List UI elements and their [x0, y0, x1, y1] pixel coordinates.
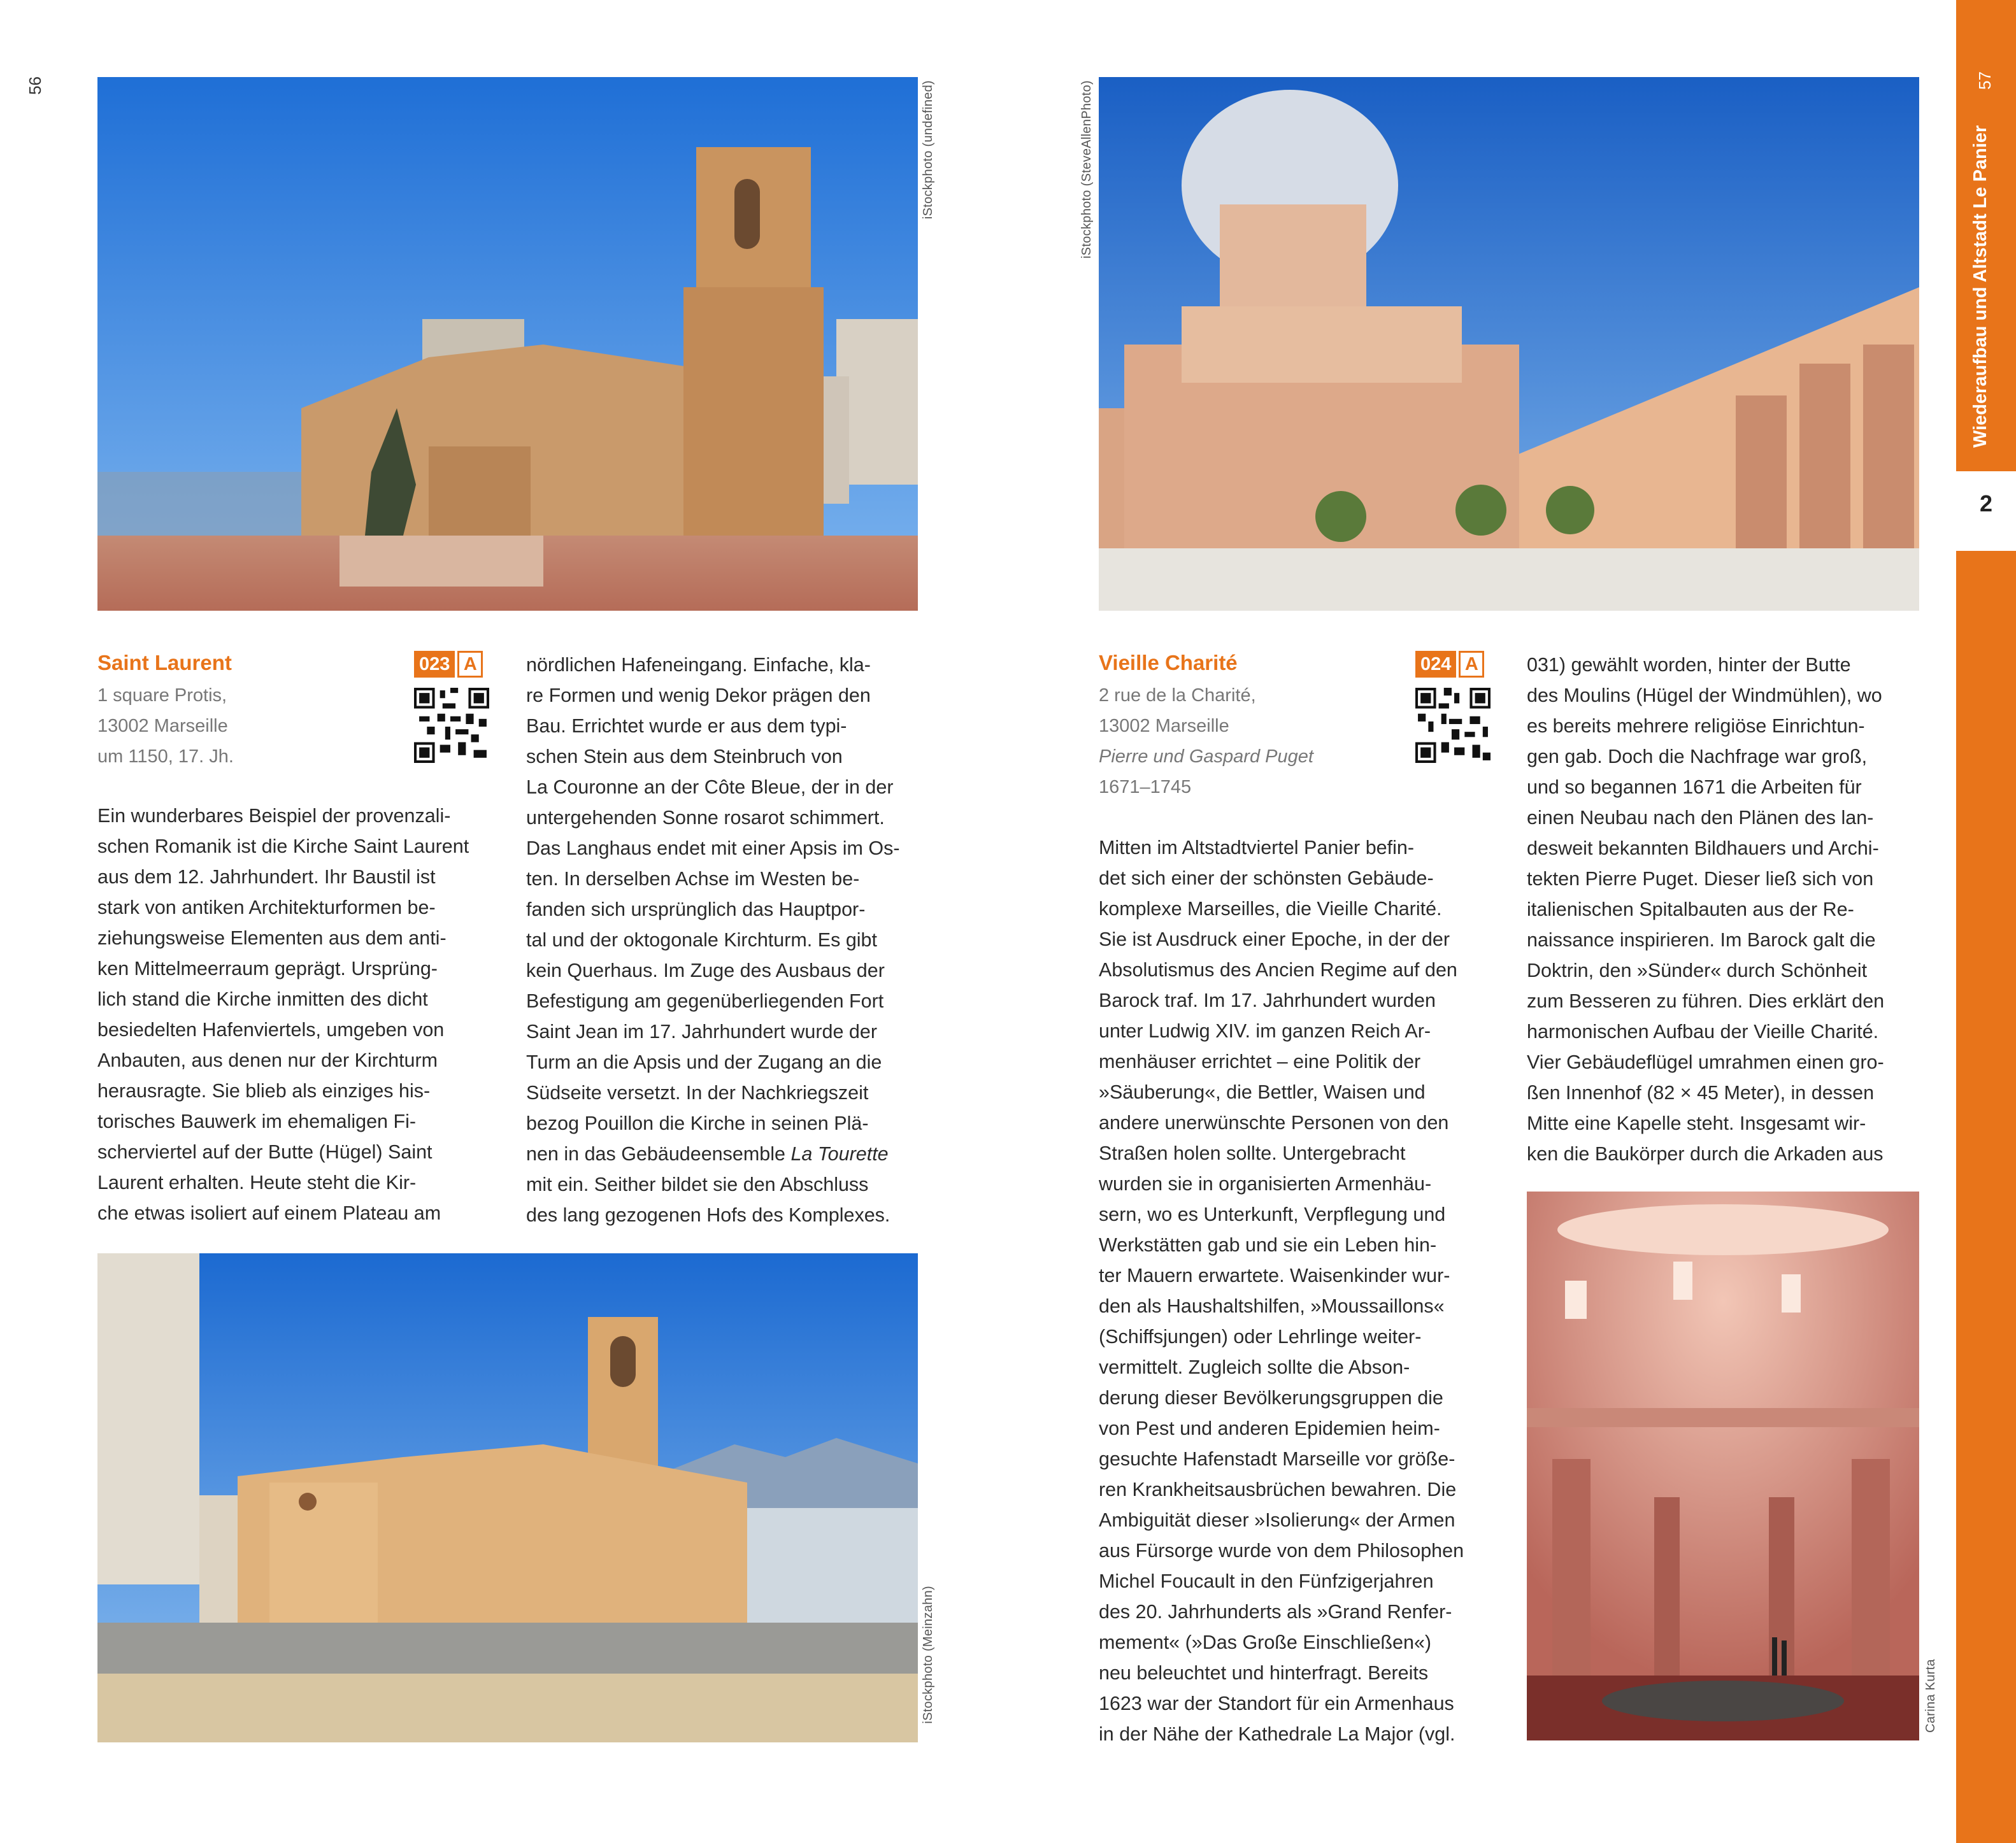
- text-line: 1623 war der Standort für ein Armenhaus: [1099, 1693, 1454, 1714]
- text-line: Bau. Errichtet wurde er aus dem typi-: [526, 715, 847, 737]
- text-line: scherviertel auf der Butte (Hügel) Saint: [97, 1141, 433, 1163]
- entry-badge: [1415, 651, 1484, 678]
- text-line: ten. In derselben Achse im Westen be-: [526, 868, 860, 890]
- entry-number: 024: [1415, 651, 1456, 678]
- text-line: (Schiffsjungen) oder Lehrlinge weiter-: [1099, 1326, 1422, 1348]
- text-line: ter Mauern erwartete. Waisenkinder wur-: [1099, 1265, 1450, 1286]
- text-line: des Moulins (Hügel der Windmühlen), wo: [1527, 685, 1882, 706]
- entry-date: 1671–1745: [1099, 777, 1192, 797]
- text-line: unter Ludwig XIV. im ganzen Reich Ar-: [1099, 1020, 1431, 1042]
- entry-address-line2: 13002 Marseille: [1099, 716, 1229, 736]
- page-number-right: 57: [1975, 71, 1994, 90]
- text-line: Südseite versetzt. In der Nachkriegszeit: [526, 1082, 869, 1104]
- text-line: in der Nähe der Kathedrale La Major (vgl.: [1099, 1723, 1455, 1745]
- text-line: tal und der oktogonale Kirchturm. Es gibt: [526, 929, 877, 951]
- text-line: Barock traf. Im 17. Jahrhundert wurden: [1099, 990, 1436, 1011]
- text-line: schen Stein aus dem Steinbruch von: [526, 746, 843, 767]
- text-line: det sich einer der schönsten Gebäude-: [1099, 867, 1434, 889]
- text-line: aus Fürsorge wurde von dem Philosophen: [1099, 1540, 1464, 1562]
- text-line: ßen Innenhof (82 × 45 Meter), in dessen: [1527, 1082, 1875, 1104]
- text-line: Ambiguität dieser »Isolierung« der Armen: [1099, 1509, 1455, 1531]
- text-line: »Säuberung«, die Bettler, Waisen und: [1099, 1081, 1426, 1103]
- architect-name: Pierre und Gaspard Puget: [1099, 746, 1313, 767]
- text-line: Vier Gebäudeflügel umrahmen einen gro-: [1527, 1051, 1884, 1073]
- text-line: fanden sich ursprünglich das Hauptpor-: [526, 899, 866, 920]
- page-number-left: 56: [25, 76, 45, 95]
- chapter-title: Wiederaufbau und Altstadt Le Panier: [1970, 125, 1991, 448]
- photo-chapel-interior: [1527, 1192, 1919, 1740]
- text-line: stark von antiken Architekturformen be-: [97, 897, 436, 918]
- text-line: besiedelten Hafenviertels, umgeben von: [97, 1019, 445, 1041]
- photo-saint-laurent: [97, 77, 918, 611]
- entry-date: um 1150, 17. Jh.: [97, 746, 234, 767]
- text-line: bezog Pouillon die Kirche in seinen Plä-: [526, 1113, 869, 1134]
- text-line: Sie ist Ausdruck einer Epoche, in der der: [1099, 929, 1450, 950]
- entry1-text-col1: [97, 801, 490, 1228]
- text-line: und so begannen 1671 die Arbeiten für: [1527, 776, 1862, 798]
- chapter-number: 2: [1979, 490, 1993, 516]
- text-line: schen Romanik ist die Kirche Saint Laurent: [97, 836, 469, 857]
- photo-credit: iStockphoto (undefined): [921, 80, 935, 220]
- text-line: mit ein. Seither bildet sie den Abschluss: [526, 1174, 869, 1195]
- text-line: zum Besseren zu führen. Dies erklärt den: [1527, 990, 1885, 1012]
- text-line: italienischen Spitalbauten aus der Re-: [1527, 899, 1854, 920]
- text-line: Michel Foucault in den Fünfzigerjahren: [1099, 1570, 1434, 1592]
- text-line: ken die Baukörper durch die Arkaden aus: [1527, 1143, 1884, 1165]
- text-line: La Couronne an der Côte Bleue, der in der: [526, 776, 894, 798]
- text-line: neu beleuchtet und hinterfragt. Bereits: [1099, 1662, 1429, 1684]
- text-line: harmonischen Aufbau der Vieille Charité.: [1527, 1021, 1879, 1042]
- photo-vieille-charite: [1099, 77, 1919, 611]
- text-line: gen gab. Doch die Nachfrage war groß,: [1527, 746, 1868, 767]
- text-line: desweit bekannten Bildhauers und Archi-: [1527, 837, 1879, 859]
- text-line: andere unerwünschte Personen von den: [1099, 1112, 1449, 1134]
- text-line: Befestigung am gegenüberliegenden Fort: [526, 990, 884, 1012]
- text-line: Absolutismus des Ancien Regime auf den: [1099, 959, 1457, 981]
- text-line: ziehungsweise Elementen aus dem anti-: [97, 927, 447, 949]
- photo-saint-laurent-harbour: [97, 1253, 918, 1742]
- text-line: untergehenden Sonne rosarot schimmert.: [526, 807, 885, 829]
- text-line: vermittelt. Zugleich sollte die Abson-: [1099, 1356, 1410, 1378]
- text-line: sern, wo es Unterkunft, Verpflegung und: [1099, 1204, 1446, 1225]
- entry2-text-col1: [1099, 832, 1491, 1749]
- qr-code-icon[interactable]: [414, 688, 489, 763]
- text-line: che etwas isoliert auf einem Plateau am: [97, 1202, 441, 1224]
- text-line: Mitte eine Kapelle steht. Insgesamt wir-: [1527, 1113, 1866, 1134]
- text-line: von Pest und anderen Epidemien heim-: [1099, 1418, 1440, 1439]
- text-line: Anbauten, aus denen nur der Kirchturm: [97, 1050, 438, 1071]
- entry-address-line1: 2 rue de la Charité,: [1099, 685, 1256, 706]
- entry2-text-col2: [1527, 650, 1919, 1169]
- text-line: 031) gewählt worden, hinter der Butte: [1527, 654, 1851, 676]
- text-line: nördlichen Hafeneingang. Einfache, kla-: [526, 654, 871, 676]
- text-line: Doktrin, den »Sünder« durch Schönheit: [1527, 960, 1868, 981]
- entry-meta: [97, 680, 234, 772]
- photo-credit: iStockphoto (Meinzahn): [921, 1586, 935, 1724]
- entry-architect: [1099, 741, 1313, 772]
- entry-meta: [1099, 680, 1313, 802]
- text-line: re Formen und wenig Dekor prägen den: [526, 685, 871, 706]
- italic-term: La Tourette: [790, 1143, 889, 1165]
- text-line: komplexe Marseilles, die Vieille Charité.: [1099, 898, 1442, 920]
- text-line: gesuchte Hafenstadt Marseille vor größe-: [1099, 1448, 1455, 1470]
- entry-title: Vieille Charité: [1099, 651, 1238, 674]
- text-line: ken Mittelmeerraum geprägt. Ursprüng-: [97, 958, 438, 979]
- text-line: den als Haushaltshilfen, »Moussaillons«: [1099, 1295, 1445, 1317]
- text-line: tekten Pierre Puget. Dieser ließ sich von: [1527, 868, 1874, 890]
- entry-number: 023: [414, 651, 455, 678]
- text-line: des 20. Jahrhunderts als »Grand Renfer-: [1099, 1601, 1452, 1623]
- text-line: lich stand die Kirche inmitten des dicht: [97, 988, 428, 1010]
- text-line: kein Querhaus. Im Zuge des Ausbaus der: [526, 960, 885, 981]
- text-line: torisches Bauwerk im ehemaligen Fi-: [97, 1111, 417, 1132]
- text-line: Mitten im Altstadtviertel Panier befin-: [1099, 837, 1414, 858]
- entry-letter: A: [1459, 651, 1484, 678]
- text-line: Turm an die Apsis und der Zugang an die: [526, 1051, 882, 1073]
- text-line: Saint Jean im 17. Jahrhundert wurde der: [526, 1021, 878, 1042]
- photo-credit: iStockphoto (SteveAllenPhoto): [1080, 80, 1094, 259]
- text-line: ren Krankheitsausbrüchen bewahren. Die: [1099, 1479, 1457, 1500]
- text-line: des lang gezogenen Hofs des Komplexes.: [526, 1204, 890, 1226]
- text-line: Das Langhaus endet mit einer Apsis im Os-: [526, 837, 900, 859]
- text-line: naissance inspirieren. Im Barock galt die: [1527, 929, 1876, 951]
- text-line: Werkstätten gab und sie ein Leben hin-: [1099, 1234, 1437, 1256]
- qr-code-icon[interactable]: [1415, 688, 1491, 763]
- entry-badge: [414, 651, 483, 678]
- text-line: es bereits mehrere religiöse Einrichtun-: [1527, 715, 1865, 737]
- entry-address-line2: 13002 Marseille: [97, 716, 228, 736]
- entry-title: Saint Laurent: [97, 651, 232, 674]
- text-line: herausragte. Sie blieb als einziges his-: [97, 1080, 431, 1102]
- text-line: menhäuser errichtet – eine Politik der: [1099, 1051, 1421, 1072]
- entry1-text-col2: [526, 650, 919, 1230]
- entry-letter: A: [457, 651, 483, 678]
- text-line: Straßen holen sollte. Untergebracht: [1099, 1142, 1406, 1164]
- entry-address-line1: 1 square Protis,: [97, 685, 227, 706]
- chapter-sidebar: [1956, 0, 2016, 1843]
- text-span: nen in das Gebäudeensemble: [526, 1143, 791, 1165]
- photo-credit: Carina Kurta: [1924, 1659, 1938, 1733]
- text-line: wurden sie in organisierten Armenhäu-: [1099, 1173, 1432, 1195]
- text-line: einen Neubau nach den Plänen des lan-: [1527, 807, 1874, 829]
- text-line: Laurent erhalten. Heute steht die Kir-: [97, 1172, 417, 1193]
- text-line: derung dieser Bevölkerungsgruppen die: [1099, 1387, 1443, 1409]
- text-line: Ein wunderbares Beispiel der provenzali-: [97, 805, 451, 827]
- text-line: aus dem 12. Jahrhundert. Ihr Baustil ist: [97, 866, 436, 888]
- text-line: [526, 1139, 919, 1169]
- text-line: mement« (»Das Große Einschließen«): [1099, 1632, 1432, 1653]
